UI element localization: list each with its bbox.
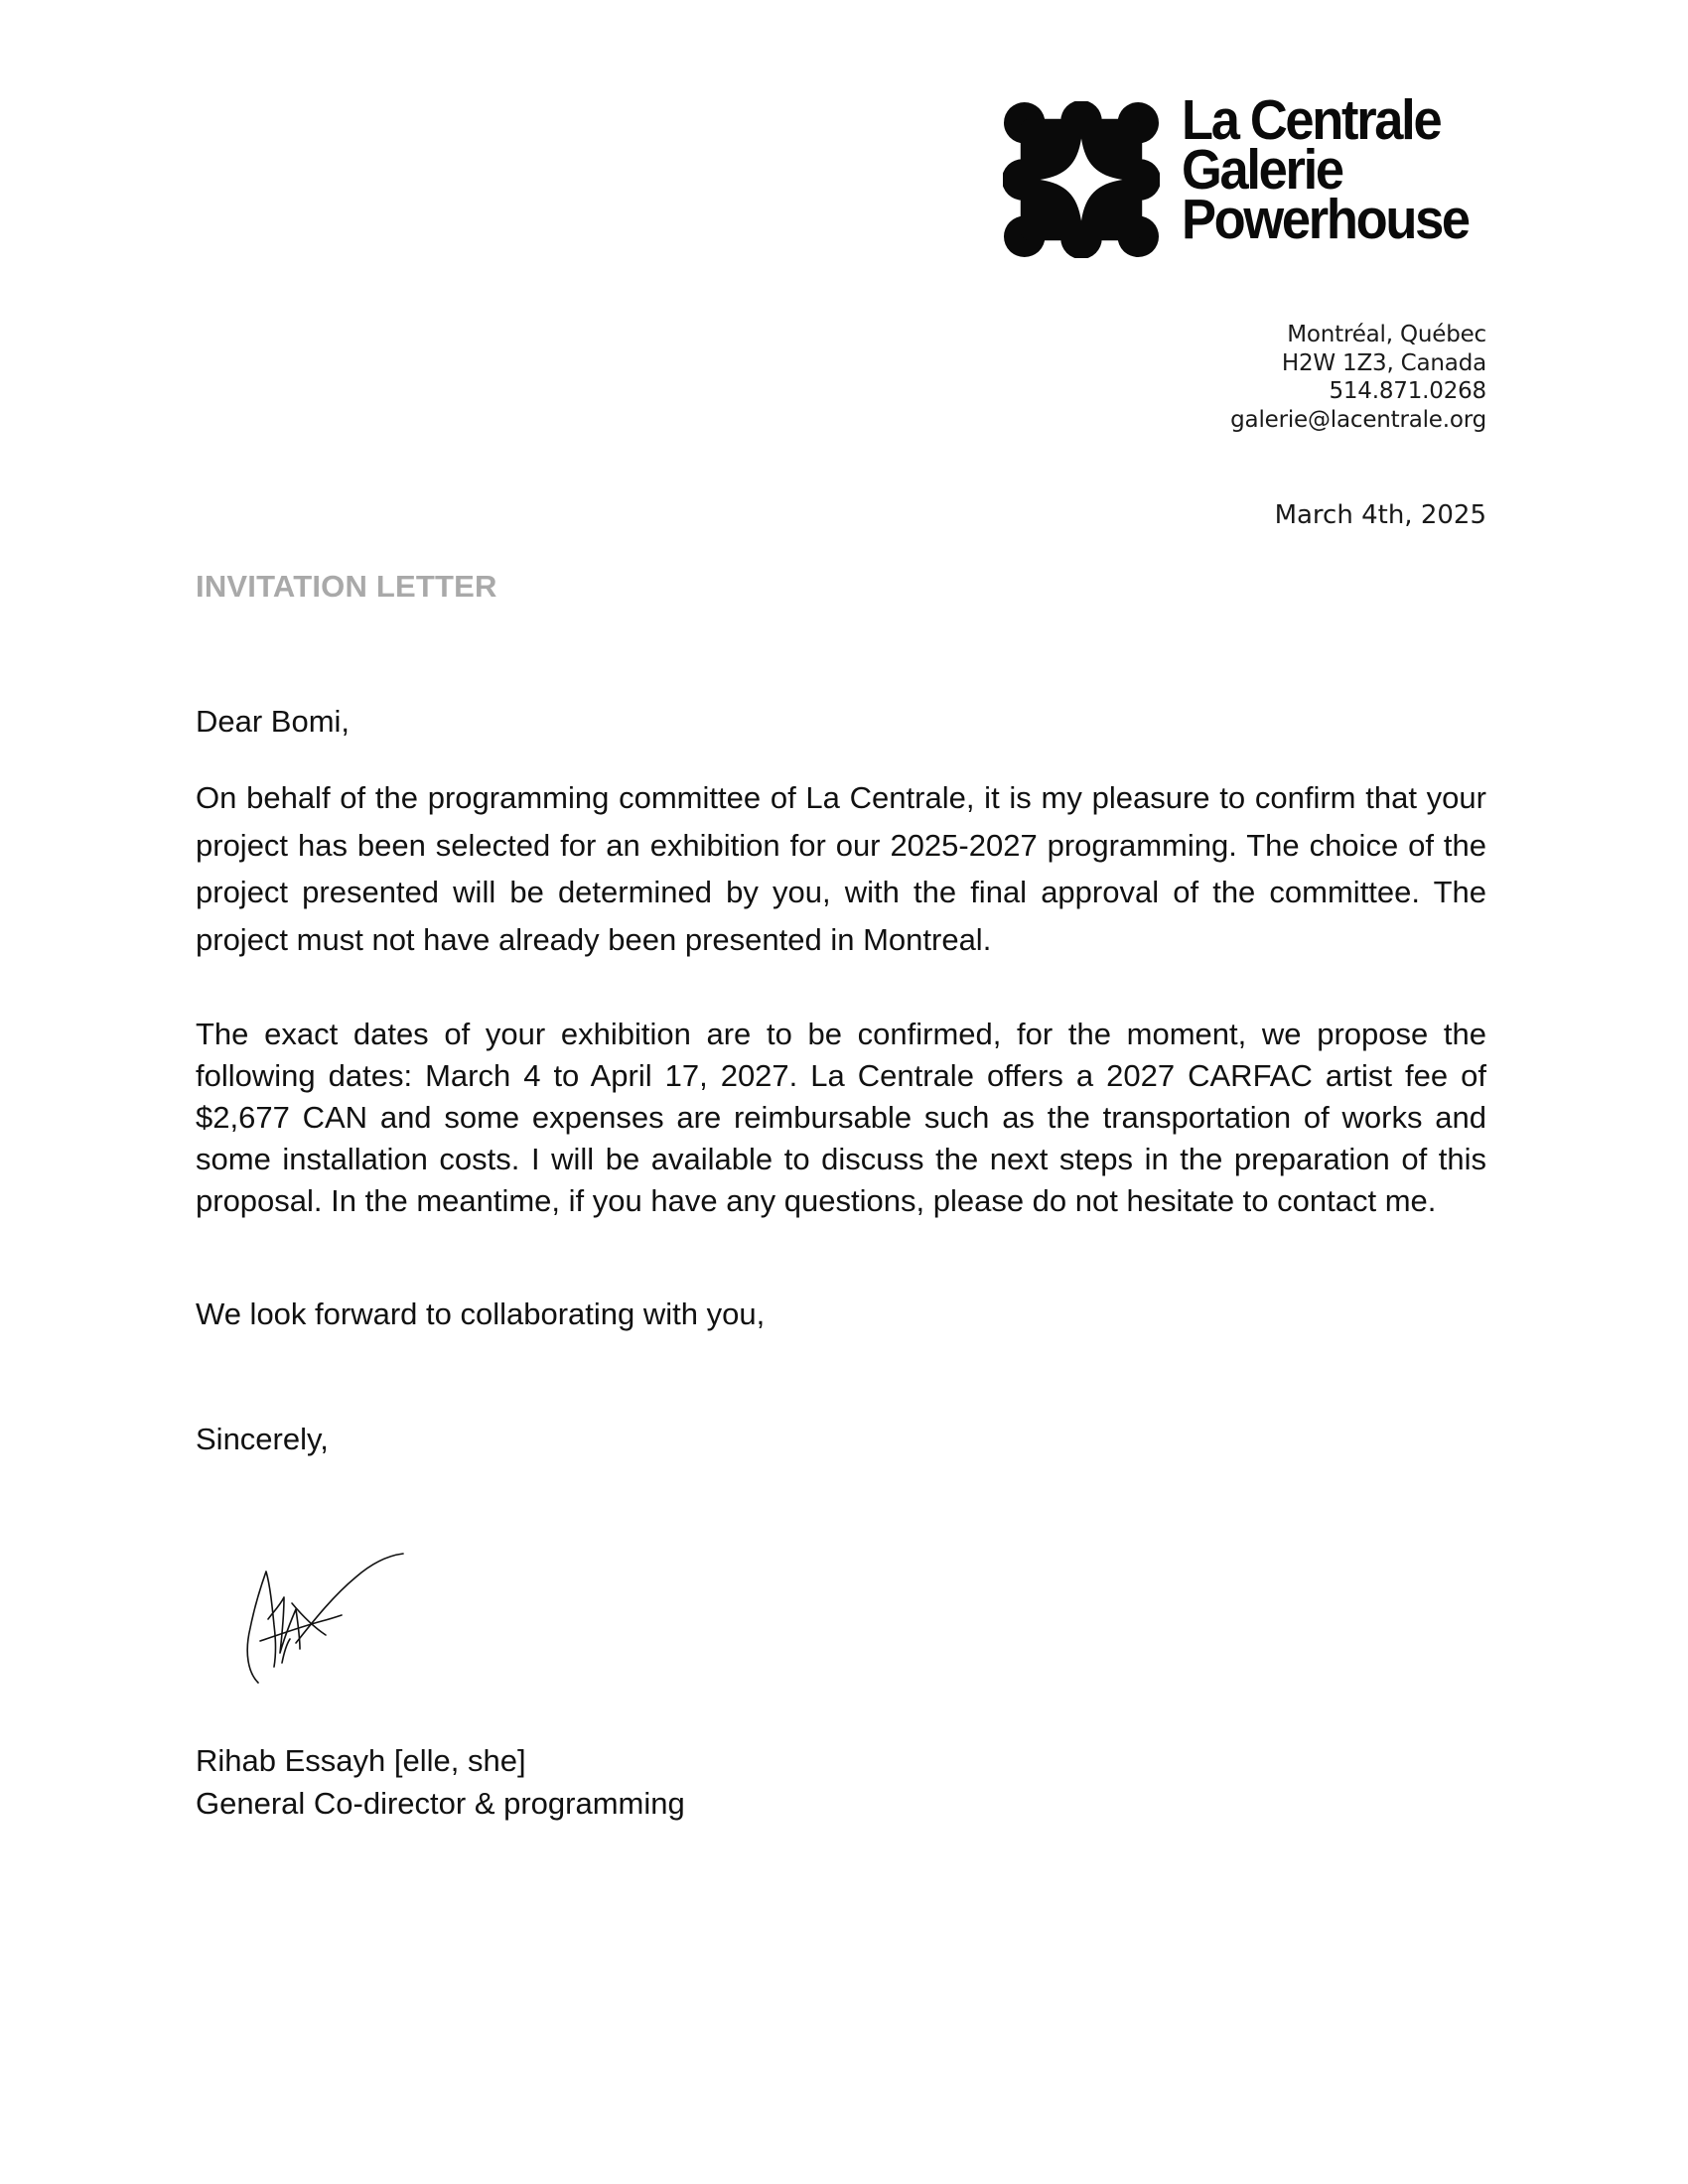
la-centrale-star-mark-icon: [1003, 101, 1160, 258]
body-paragraph-1: On behalf of the programming committee of La Centrale, it is my pleasure to confirm that your project has been selected for an exhibition for our 2025-2027 programming. The choice of the project presented will be determined by you, with the final approval of the committee. The project must not have already been presented in Montreal.: [196, 780, 1486, 957]
logo-wordmark: [1182, 88, 1469, 251]
letter-date: March 4th, 2025: [1274, 500, 1486, 530]
letter-heading: INVITATION LETTER: [196, 569, 497, 604]
address-email: galerie@lacentrale.org: [1230, 406, 1486, 433]
address-phone: 514.871.0268: [1329, 378, 1486, 404]
address-postal: H2W 1Z3, Canada: [1281, 349, 1486, 376]
salutation: Dear Bomi,: [196, 704, 351, 739]
logo-line-1: La Centrale: [1182, 88, 1441, 152]
gallery-logo: [1003, 88, 1485, 264]
logo-line-3: Powerhouse: [1182, 188, 1469, 251]
closing-line: We look forward to collaborating with you,: [196, 1297, 766, 1331]
address-city: Montréal, Québec: [1287, 322, 1486, 347]
handwritten-signature-icon: [238, 1524, 437, 1698]
sign-off: Sincerely,: [196, 1422, 329, 1456]
gallery-address: [1230, 321, 1486, 434]
signatory-title: General Co-director & programming: [196, 1786, 685, 1821]
logo-line-2: Galerie: [1182, 138, 1342, 202]
signatory-name: Rihab Essayh [elle, she]: [196, 1743, 526, 1778]
body-paragraph-2: The exact dates of your exhibition are to be confirmed, for the moment, we propose the following dates: March 4 to April 17, 2027. La Centrale offers a 2027 CARFAC artist fee of $2,677 CAN and some expenses are reimbursable such as the transportation of works and some installation costs. I will be available to discuss the next steps in the preparation of this proposal. In the meantime, if you have any questions, please do not hesitate to contact me.: [196, 1017, 1486, 1218]
